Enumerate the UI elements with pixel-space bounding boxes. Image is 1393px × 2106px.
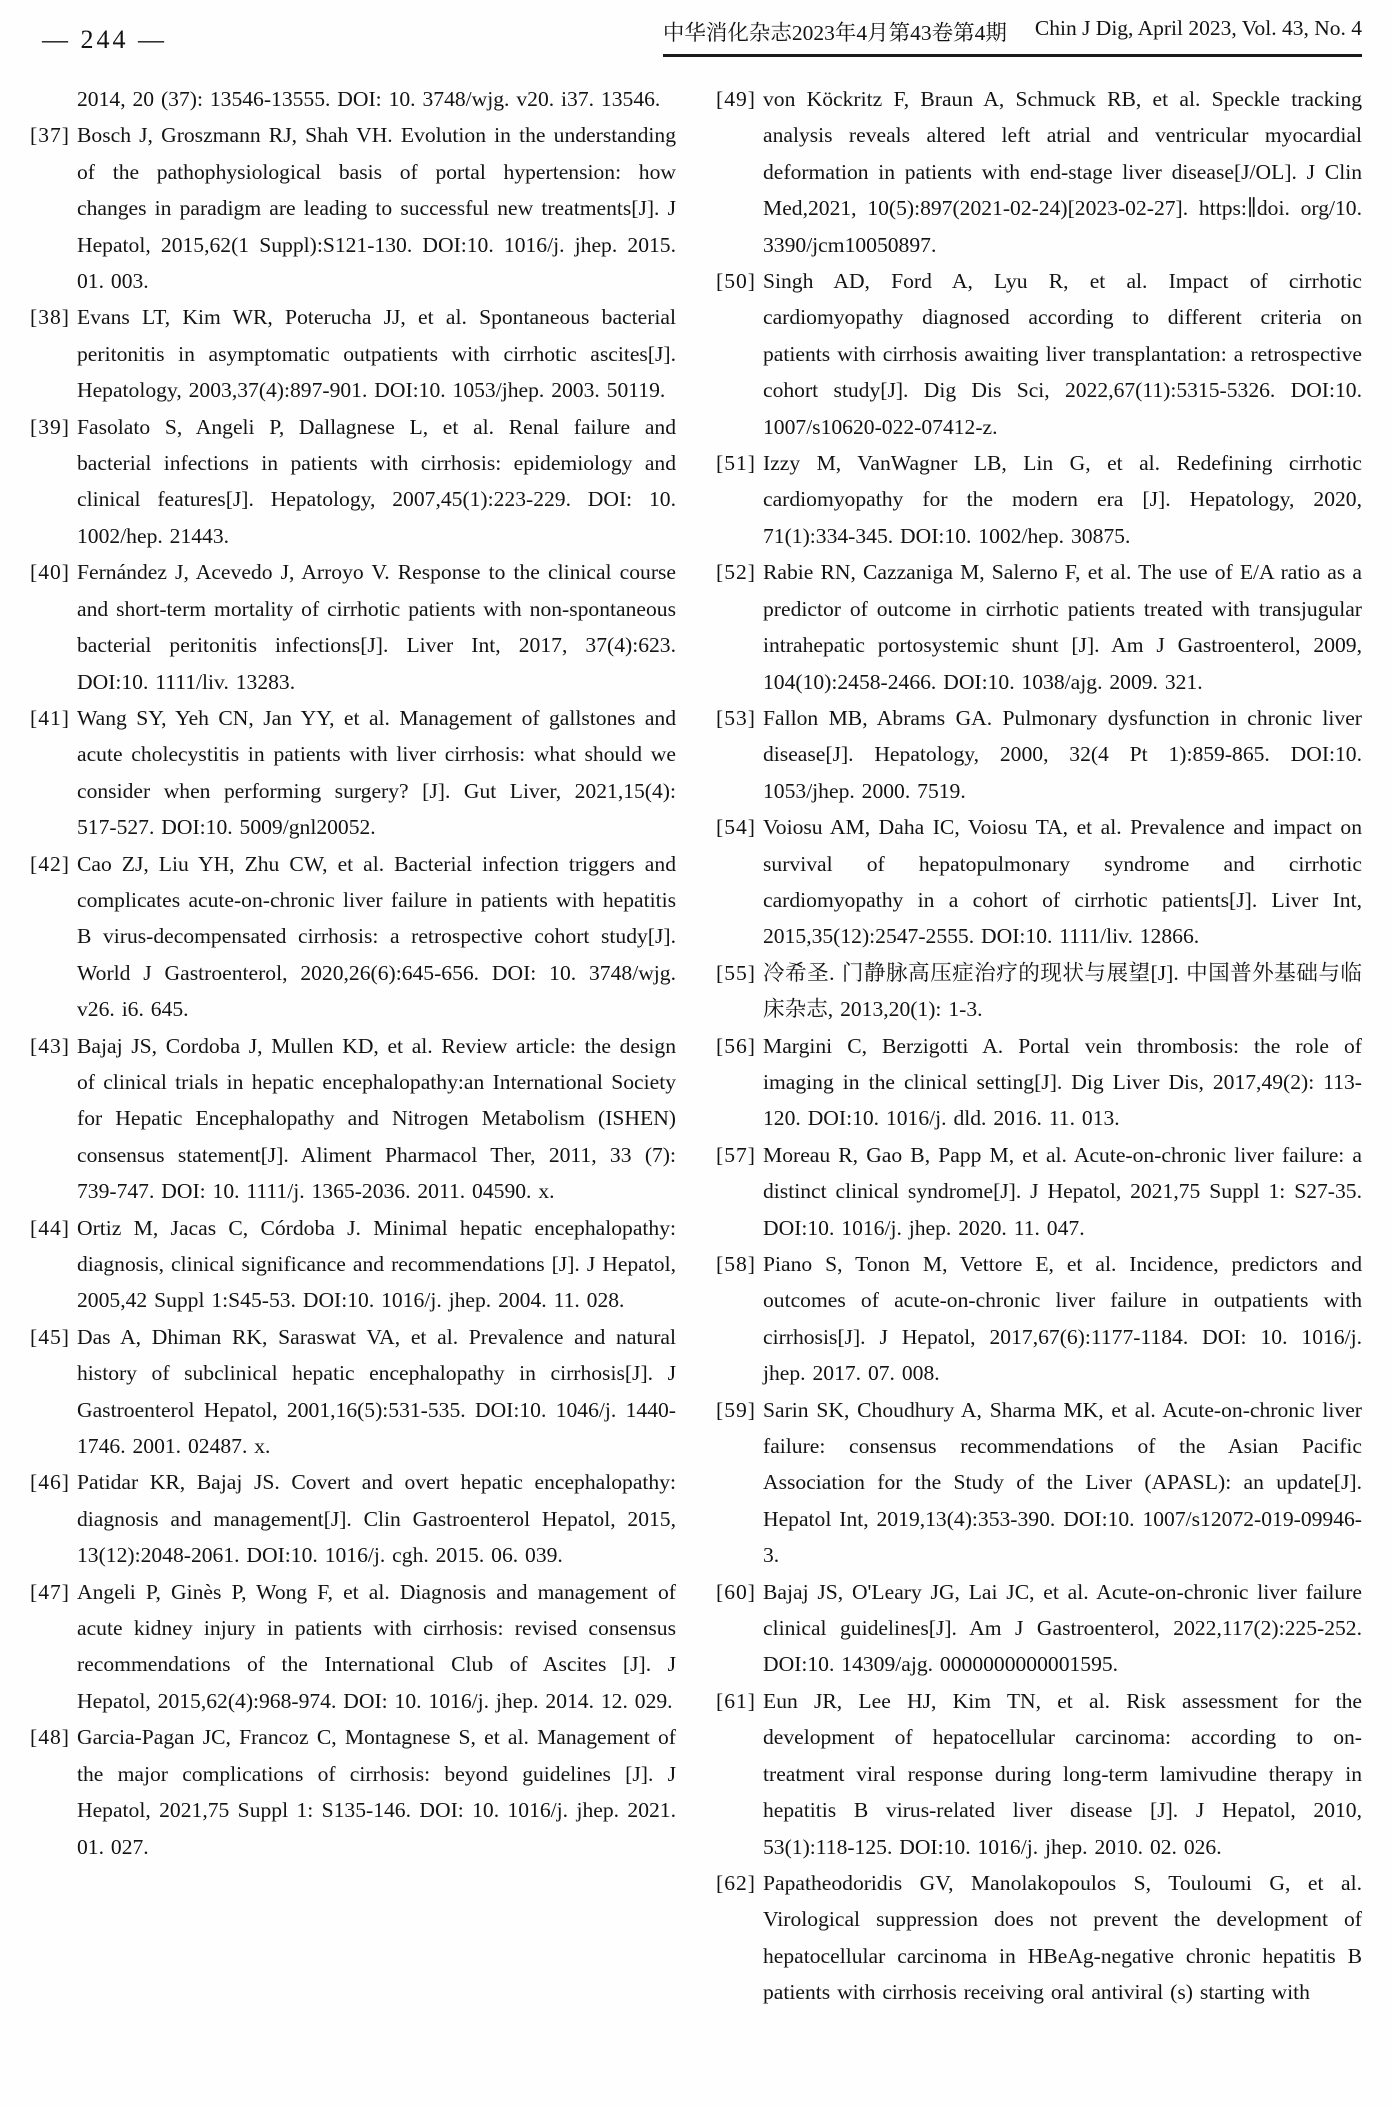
journal-title: [663, 16, 1362, 57]
reference-item: [716, 1574, 1362, 1683]
reference-number: [62]: [716, 1870, 756, 1895]
page-number: — 244 —: [42, 25, 167, 54]
reference-number: [58]: [716, 1252, 756, 1276]
reference-item: [30, 299, 676, 408]
reference-number: [53]: [716, 705, 756, 730]
reference-item: [30, 1464, 676, 1573]
reference-item: [716, 955, 1362, 1028]
reference-item: [30, 81, 676, 117]
reference-number: [40]: [30, 560, 70, 585]
reference-text: Wang SY, Yeh CN, Jan YY, et al. Management of gallstones and acute cholecystitis in patients with liver cirrhosis: what should we consider when performing surgery? [J]. Gut Liver, 2021,15(4): 517-527. DOI:10. 5009/gnl20052.: [77, 705, 676, 840]
reference-text: 冷希圣. 门静脉高压症治疗的现状与展望[J]. 中国普外基础与临床杂志, 2013,20(1): 1-3.: [763, 960, 1362, 1022]
page-header: [30, 16, 1362, 57]
reference-text: Bajaj JS, Cordoba J, Mullen KD, et al. Review article: the design of clinical trials in hepatic encephalopathy:an International Society for Hepatic Encephalopathy and Nitrogen Metabolism (ISHEN) consensus statement[J]. Aliment Pharmacol Ther, 2011, 33 (7): 739-747. DOI: 10. 1111/j. 1365-2036. 2011. 04590. x.: [77, 1033, 676, 1204]
reference-text: Evans LT, Kim WR, Poterucha JJ, et al. Spontaneous bacterial peritonitis in asymptomatic outpatients with cirrhotic ascites[J]. Hepatology, 2003,37(4):897-901. DOI:10. 1053/jhep. 2003. 50119.: [77, 305, 676, 403]
reference-item: [30, 1028, 676, 1210]
reference-item: [716, 809, 1362, 955]
reference-item: [30, 409, 676, 555]
reference-text: Piano S, Tonon M, Vettore E, et al. Incidence, predictors and outcomes of acute-on-chronic liver failure in outpatients with cirrhosis[J]. J Hepatol, 2017,67(6):1177-1184. DOI: 10. 1016/j. jhep. 2017. 07. 008.: [763, 1252, 1362, 1386]
reference-number: [47]: [30, 1579, 70, 1604]
reference-item: [30, 1319, 676, 1465]
reference-text: Das A, Dhiman RK, Saraswat VA, et al. Prevalence and natural history of subclinical hepatic encephalopathy in cirrhosis[J]. J Gastroenterol Hepatol, 2001,16(5):531-535. DOI:10. 1046/j. 1440-1746. 2001. 02487. x.: [77, 1324, 676, 1459]
reference-number: [46]: [30, 1470, 70, 1495]
reference-item: [716, 1865, 1362, 2011]
reference-text: Angeli P, Ginès P, Wong F, et al. Diagnosis and management of acute kidney injury in patients with cirrhosis: revised consensus recommendations of the International Club of Ascites [J]. J Hepatol, 2015,62(4):968-974. DOI: 10. 1016/j. jhep. 2014. 12. 029.: [77, 1579, 676, 1713]
reference-text: Bajaj JS, O'Leary JG, Lai JC, et al. Acute-on-chronic liver failure clinical guidelines[J]. Am J Gastroenterol, 2022,117(2):225-252. DOI:10. 14309/ajg. 0000000000001595.: [763, 1579, 1362, 1677]
reference-item: [30, 846, 676, 1028]
reference-number: [48]: [30, 1725, 70, 1750]
reference-text: Margini C, Berzigotti A. Portal vein thrombosis: the role of imaging in the clinical setting[J]. Dig Liver Dis, 2017,49(2): 113-120. DOI:10. 1016/j. dld. 2016. 11. 013.: [763, 1033, 1362, 1131]
reference-number: [57]: [716, 1142, 756, 1167]
reference-text: Patidar KR, Bajaj JS. Covert and overt hepatic encephalopathy: diagnosis and management[J]. Clin Gastroenterol Hepatol, 2015, 13(12):2048-2061. DOI:10. 1016/j. cgh. 2015. 06. 039.: [77, 1470, 676, 1568]
journal-title-chinese: 中华消化杂志2023年4月第43卷第4期: [662, 21, 1007, 45]
reference-number: [43]: [30, 1033, 70, 1058]
reference-text: Bosch J, Groszmann RJ, Shah VH. Evolution in the understanding of the pathophysiological basis of portal hypertension: how changes in paradigm are leading to successful new treatments[J]. J Hepatol, 2015,62(1 Suppl):S121-130. DOI:10. 1016/j. jhep. 2015. 01. 003.: [77, 123, 676, 294]
reference-number: [54]: [716, 815, 756, 840]
reference-number: [60]: [716, 1579, 756, 1604]
reference-number: [59]: [716, 1397, 756, 1422]
reference-text: Voiosu AM, Daha IC, Voiosu TA, et al. Prevalence and impact on survival of hepatopulmonary syndrome and cirrhotic cardiomyopathy in a cohort of cirrhotic patients[J]. Liver Int, 2015,35(12):2547-2555. DOI:10. 1111/liv. 12866.: [763, 815, 1362, 949]
reference-text: Fallon MB, Abrams GA. Pulmonary dysfunction in chronic liver disease[J]. Hepatology, 2000, 32(4 Pt 1):859-865. DOI:10. 1053/jhep. 2000. 7519.: [763, 705, 1362, 803]
reference-item: [716, 263, 1362, 445]
reference-number: [37]: [30, 123, 70, 148]
reference-item: [30, 1719, 676, 1865]
reference-item: [716, 1683, 1362, 1865]
reference-number: [50]: [716, 269, 756, 294]
reference-item: [30, 554, 676, 700]
reference-text: Cao ZJ, Liu YH, Zhu CW, et al. Bacterial infection triggers and complicates acute-on-chronic liver failure in patients with hepatitis B virus-decompensated cirrhosis: a retrospective cohort study[J]. World J Gastroenterol, 2020,26(6):645-656. DOI: 10. 3748/wjg. v26. i6. 645.: [77, 851, 676, 1022]
reference-text: Fernández J, Acevedo J, Arroyo V. Response to the clinical course and short-term mortality of cirrhotic patients with non-spontaneous bacterial peritonitis infections[J]. Liver Int, 2017, 37(4):623. DOI:10. 1111/liv. 13283.: [77, 560, 676, 694]
reference-text: Papatheodoridis GV, Manolakopoulos S, Touloumi G, et al. Virological suppression does not prevent the development of hepatocellular carcinoma in HBeAg-negative chronic hepatitis B patients with cirrhosis receiving oral antiviral (s) starting with: [763, 1870, 1362, 2005]
references-column-right: [716, 81, 1362, 2011]
reference-text: Moreau R, Gao B, Papp M, et al. Acute-on-chronic liver failure: a distinct clinical syndrome[J]. J Hepatol, 2021,75 Suppl 1: S27-35. DOI:10. 1016/j. jhep. 2020. 11. 047.: [763, 1142, 1362, 1240]
reference-text: Garcia-Pagan JC, Francoz C, Montagnese S, et al. Management of the major complications of cirrhosis: beyond guidelines [J]. J Hepatol, 2021,75 Suppl 1: S135-146. DOI: 10. 1016/j. jhep. 2021. 01. 027.: [77, 1725, 676, 1859]
journal-title-english: Chin J Dig, April 2023, Vol. 43, No. 4: [1034, 16, 1362, 40]
reference-item: [30, 1574, 676, 1720]
reference-item: [716, 1246, 1362, 1392]
reference-text: Rabie RN, Cazzaniga M, Salerno F, et al. The use of E/A ratio as a predictor of outcome in cirrhotic patients treated with transjugular intrahepatic portosystemic shunt [J]. Am J Gastroenterol, 2009, 104(10):2458-2466. DOI:10. 1038/ajg. 2009. 321.: [763, 560, 1362, 694]
reference-item: [716, 554, 1362, 700]
reference-number: [56]: [716, 1033, 756, 1058]
reference-number: [41]: [30, 705, 70, 730]
reference-text: Eun JR, Lee HJ, Kim TN, et al. Risk assessment for the development of hepatocellular carcinoma: according to on-treatment viral response during long-term lamivudine therapy in hepatitis B virus-related liver disease [J]. J Hepatol, 2010, 53(1):118-125. DOI:10. 1016/j. jhep. 2010. 02. 026.: [763, 1688, 1362, 1859]
reference-item: [716, 1392, 1362, 1574]
reference-number: [38]: [30, 305, 70, 330]
reference-item: [30, 117, 676, 299]
reference-text: Izzy M, VanWagner LB, Lin G, et al. Redefining cirrhotic cardiomyopathy for the modern era [J]. Hepatology, 2020, 71(1):334-345. DOI:10. 1002/hep. 30875.: [763, 451, 1362, 548]
reference-text: Fasolato S, Angeli P, Dallagnese L, et al. Renal failure and bacterial infections in patients with cirrhosis: epidemiology and clinical features[J]. Hepatology, 2007,45(1):223-229. DOI: 10. 1002/hep. 21443.: [77, 414, 676, 548]
reference-text: Sarin SK, Choudhury A, Sharma MK, et al. Acute-on-chronic liver failure: consensus recommendations of the Asian Pacific Association for the Study of the Liver (APASL): an update[J]. Hepatol Int, 2019,13(4):353-390. DOI:10. 1007/s12072-019-09946-3.: [763, 1397, 1362, 1568]
reference-text: Singh AD, Ford A, Lyu R, et al. Impact of cirrhotic cardiomyopathy diagnosed according to different criteria on patients with cirrhosis awaiting liver transplantation: a retrospective cohort study[J]. Dig Dis Sci, 2022,67(11):5315-5326. DOI:10. 1007/s10620-022-07412-z.: [763, 269, 1362, 439]
references-column-left: [30, 81, 676, 2011]
reference-number: [39]: [30, 414, 70, 439]
reference-number: [55]: [716, 960, 756, 985]
reference-item: [716, 700, 1362, 809]
reference-number: [49]: [716, 87, 756, 111]
references-section: [30, 81, 1362, 2011]
reference-text: 2014, 20 (37): 13546-13555. DOI: 10. 3748/wjg. v20. i37. 13546.: [77, 87, 661, 111]
reference-item: [716, 1028, 1362, 1137]
reference-number: [45]: [30, 1324, 70, 1349]
reference-number: [52]: [716, 560, 756, 585]
reference-number: [44]: [30, 1215, 70, 1240]
reference-item: [716, 1137, 1362, 1246]
reference-item: [30, 1210, 676, 1319]
reference-item: [716, 81, 1362, 263]
reference-text: Ortiz M, Jacas C, Córdoba J. Minimal hepatic encephalopathy: diagnosis, clinical significance and recommendations [J]. J Hepatol, 2005,42 Suppl 1:S45-53. DOI:10. 1016/j. jhep. 2004. 11. 028.: [77, 1215, 676, 1313]
reference-number: [51]: [716, 451, 756, 476]
reference-number: [61]: [716, 1688, 756, 1713]
reference-item: [716, 445, 1362, 554]
reference-item: [30, 700, 676, 846]
reference-number: [42]: [30, 851, 70, 876]
reference-text: von Köckritz F, Braun A, Schmuck RB, et al. Speckle tracking analysis reveals altered left atrial and ventricular myocardial deformation in patients with end-stage liver disease[J/OL]. J Clin Med,2021, 10(5):897(2021-02-24)[2023-02-27]. https:∥doi. org/10. 3390/jcm10050897.: [763, 87, 1362, 257]
